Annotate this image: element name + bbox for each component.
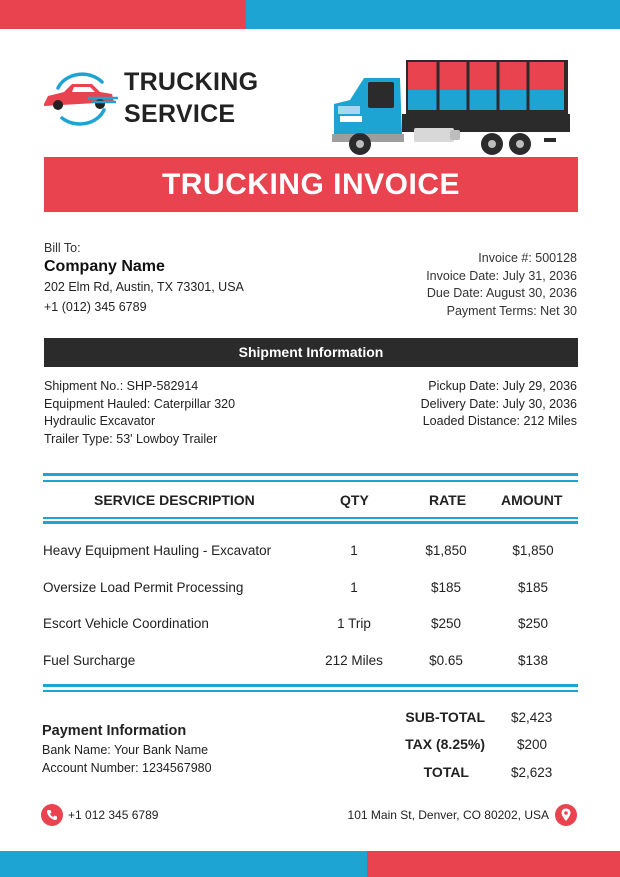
location-pin-icon xyxy=(555,804,577,826)
col-header-qty: QTY xyxy=(340,492,369,508)
brand-line-2: SERVICE xyxy=(124,100,236,128)
invoice-title-banner: TRUCKING INVOICE xyxy=(44,157,578,212)
row-description: Heavy Equipment Hauling - Excavator xyxy=(43,543,272,558)
row-rate: $0.65 xyxy=(429,653,463,668)
row-qty: 1 xyxy=(350,543,358,558)
row-description: Fuel Surcharge xyxy=(43,653,136,668)
pickup-date: Pickup Date: July 29, 2036 xyxy=(428,379,577,393)
row-description: Escort Vehicle Coordination xyxy=(43,616,209,631)
bill-to-label: Bill To: xyxy=(44,241,81,255)
footer-phone: +1 012 345 6789 xyxy=(68,808,159,822)
equipment-type: Hydraulic Excavator xyxy=(44,414,156,428)
brand-line-1: TRUCKING xyxy=(124,68,259,96)
row-rate: $250 xyxy=(430,616,462,631)
payment-terms: Payment Terms: Net 30 xyxy=(446,304,577,318)
table-end-rule-thin xyxy=(43,690,578,692)
tax-label: TAX (8.25%) xyxy=(405,736,485,752)
brand-name xyxy=(124,66,258,130)
car-logo-icon xyxy=(40,68,120,128)
subtotal-value: $2,423 xyxy=(511,710,553,725)
row-rate: $1,850 xyxy=(425,543,467,558)
company-name: Company Name xyxy=(44,258,165,275)
row-qty: 1 Trip xyxy=(337,616,371,631)
table-end-rule xyxy=(43,684,578,687)
total-value: $2,623 xyxy=(511,765,553,780)
col-header-amount: AMOUNT xyxy=(501,492,563,508)
header-bottom-rule-thin xyxy=(43,517,578,519)
trailer-type: Trailer Type: 53' Lowboy Trailer xyxy=(44,432,218,446)
phone-icon xyxy=(41,804,63,826)
subtotal-label: SUB-TOTAL xyxy=(405,709,485,725)
bottom-blue-bar xyxy=(0,851,367,877)
total-label: TOTAL xyxy=(423,764,469,780)
tax-value: $200 xyxy=(517,737,548,752)
payment-info-title: Payment Information xyxy=(42,723,187,739)
row-amount: $250 xyxy=(517,616,549,631)
loaded-distance: Loaded Distance: 212 Miles xyxy=(422,414,577,428)
bill-to-phone: +1 (012) 345 6789 xyxy=(44,300,147,314)
row-qty: 212 Miles xyxy=(325,653,383,668)
footer-address: 101 Main St, Denver, CO 80202, USA xyxy=(347,808,549,822)
due-date: Due Date: August 30, 2036 xyxy=(426,286,577,300)
shipment-number: Shipment No.: SHP-582914 xyxy=(44,379,199,393)
table-top-rule xyxy=(43,473,578,476)
delivery-date: Delivery Date: July 30, 2036 xyxy=(420,397,577,411)
invoice-date: Invoice Date: July 31, 2036 xyxy=(426,269,577,283)
row-amount: $185 xyxy=(517,580,549,595)
row-amount: $1,850 xyxy=(512,543,554,558)
account-number: Account Number: 1234567980 xyxy=(42,761,212,775)
table-top-rule-thin xyxy=(43,480,578,482)
shipment-info-heading: Shipment Information xyxy=(44,338,578,367)
row-qty: 1 xyxy=(350,580,358,595)
col-header-description: SERVICE DESCRIPTION xyxy=(94,492,255,508)
truck-illustration xyxy=(330,54,572,158)
row-rate: $185 xyxy=(430,580,462,595)
invoice-number: Invoice #: 500128 xyxy=(478,251,577,265)
bank-name: Bank Name: Your Bank Name xyxy=(42,743,209,757)
header-bottom-rule xyxy=(43,521,578,524)
col-header-rate: RATE xyxy=(429,492,467,508)
top-blue-bar xyxy=(246,0,620,29)
top-red-bar xyxy=(0,0,246,29)
bottom-red-bar xyxy=(367,851,620,877)
row-description: Oversize Load Permit Processing xyxy=(43,580,244,595)
bill-to-address: 202 Elm Rd, Austin, TX 73301, USA xyxy=(44,280,244,294)
equipment-hauled: Equipment Hauled: Caterpillar 320 xyxy=(44,397,236,411)
row-amount: $138 xyxy=(517,653,549,668)
